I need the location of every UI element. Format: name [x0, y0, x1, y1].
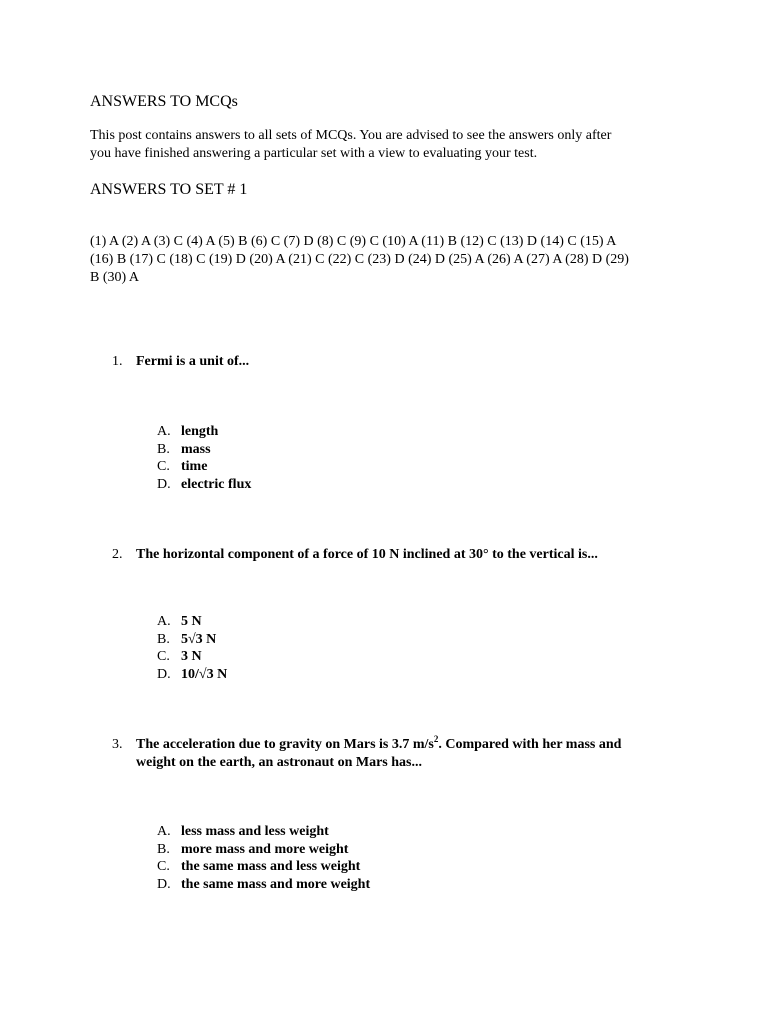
- intro-paragraph: [90, 127, 690, 163]
- option-letter: B.: [157, 631, 170, 647]
- option-text: 3 N: [181, 649, 202, 664]
- option-text: mass: [181, 441, 211, 457]
- option: [157, 476, 251, 494]
- answer-key: [90, 233, 690, 287]
- option: [157, 441, 251, 459]
- option: [157, 858, 370, 876]
- option-letter: C.: [157, 859, 170, 874]
- option: [157, 648, 227, 666]
- question-text-line: [136, 736, 712, 754]
- option-text: 5√3 N: [181, 631, 217, 647]
- option-letter: D.: [157, 876, 171, 892]
- option-letter: A.: [157, 614, 171, 629]
- question-text-line: weight on the earth, an astronaut on Mars has...: [136, 755, 422, 770]
- option: [157, 423, 251, 441]
- option: [157, 823, 370, 841]
- option-text: time: [181, 459, 208, 474]
- answer-key-line: (1) A (2) A (3) C (4) A (5) B (6) C (7) D (8) C (9) C (10) A (11) B (12) C (13) D (14) C (15) A: [90, 234, 617, 249]
- question-3: [112, 736, 712, 772]
- option-letter: D.: [157, 476, 171, 492]
- option: [157, 613, 227, 631]
- option-text: electric flux: [181, 476, 252, 492]
- question-number: 1.: [112, 354, 123, 369]
- option: [157, 458, 251, 476]
- option-letter: C.: [157, 649, 170, 664]
- option-text: more mass and more weight: [181, 841, 349, 857]
- intro-line: This post contains answers to all sets of MCQs. You are advised to see the answers only after: [90, 128, 612, 143]
- option-text: the same mass and less weight: [181, 859, 361, 874]
- question-text-part: . Compared with her mass and: [438, 737, 622, 752]
- page-title: ANSWERS TO MCQs: [90, 93, 238, 110]
- question-2: [112, 546, 712, 564]
- option-letter: B.: [157, 841, 170, 857]
- option: [157, 666, 227, 684]
- option: [157, 631, 227, 649]
- option-text: 10/√3 N: [181, 666, 228, 682]
- option: [157, 876, 370, 894]
- option-text: length: [181, 424, 219, 439]
- question-2-options: [157, 613, 227, 683]
- option-letter: B.: [157, 441, 170, 457]
- question-number: 2.: [112, 547, 123, 562]
- option-text: the same mass and more weight: [181, 876, 371, 892]
- option-letter: C.: [157, 459, 170, 474]
- set-heading: ANSWERS TO SET # 1: [90, 181, 248, 198]
- question-text: The horizontal component of a force of 10 N inclined at 30° to the vertical is...: [136, 547, 598, 562]
- question-text: [136, 736, 712, 772]
- option-letter: D.: [157, 666, 171, 682]
- option-letter: A.: [157, 424, 171, 439]
- question-1-options: [157, 423, 251, 493]
- option-text: 5 N: [181, 614, 202, 629]
- question-text-part: The acceleration due to gravity on Mars is 3.7 m/s: [136, 737, 434, 752]
- superscript: 2: [433, 734, 439, 744]
- option: [157, 841, 370, 859]
- question-number: 3.: [112, 737, 123, 752]
- option-text: less mass and less weight: [181, 824, 329, 839]
- question-1: [112, 353, 712, 371]
- option-letter: A.: [157, 824, 171, 839]
- intro-line: you have finished answering a particular set with a view to evaluating your test.: [90, 146, 538, 161]
- answer-key-line: B (30) A: [90, 270, 139, 285]
- question-3-options: [157, 823, 370, 893]
- question-text: Fermi is a unit of...: [136, 354, 250, 369]
- answer-key-line: (16) B (17) C (18) C (19) D (20) A (21) C (22) C (23) D (24) D (25) A (26) A (27) A (28) D (29): [90, 252, 629, 267]
